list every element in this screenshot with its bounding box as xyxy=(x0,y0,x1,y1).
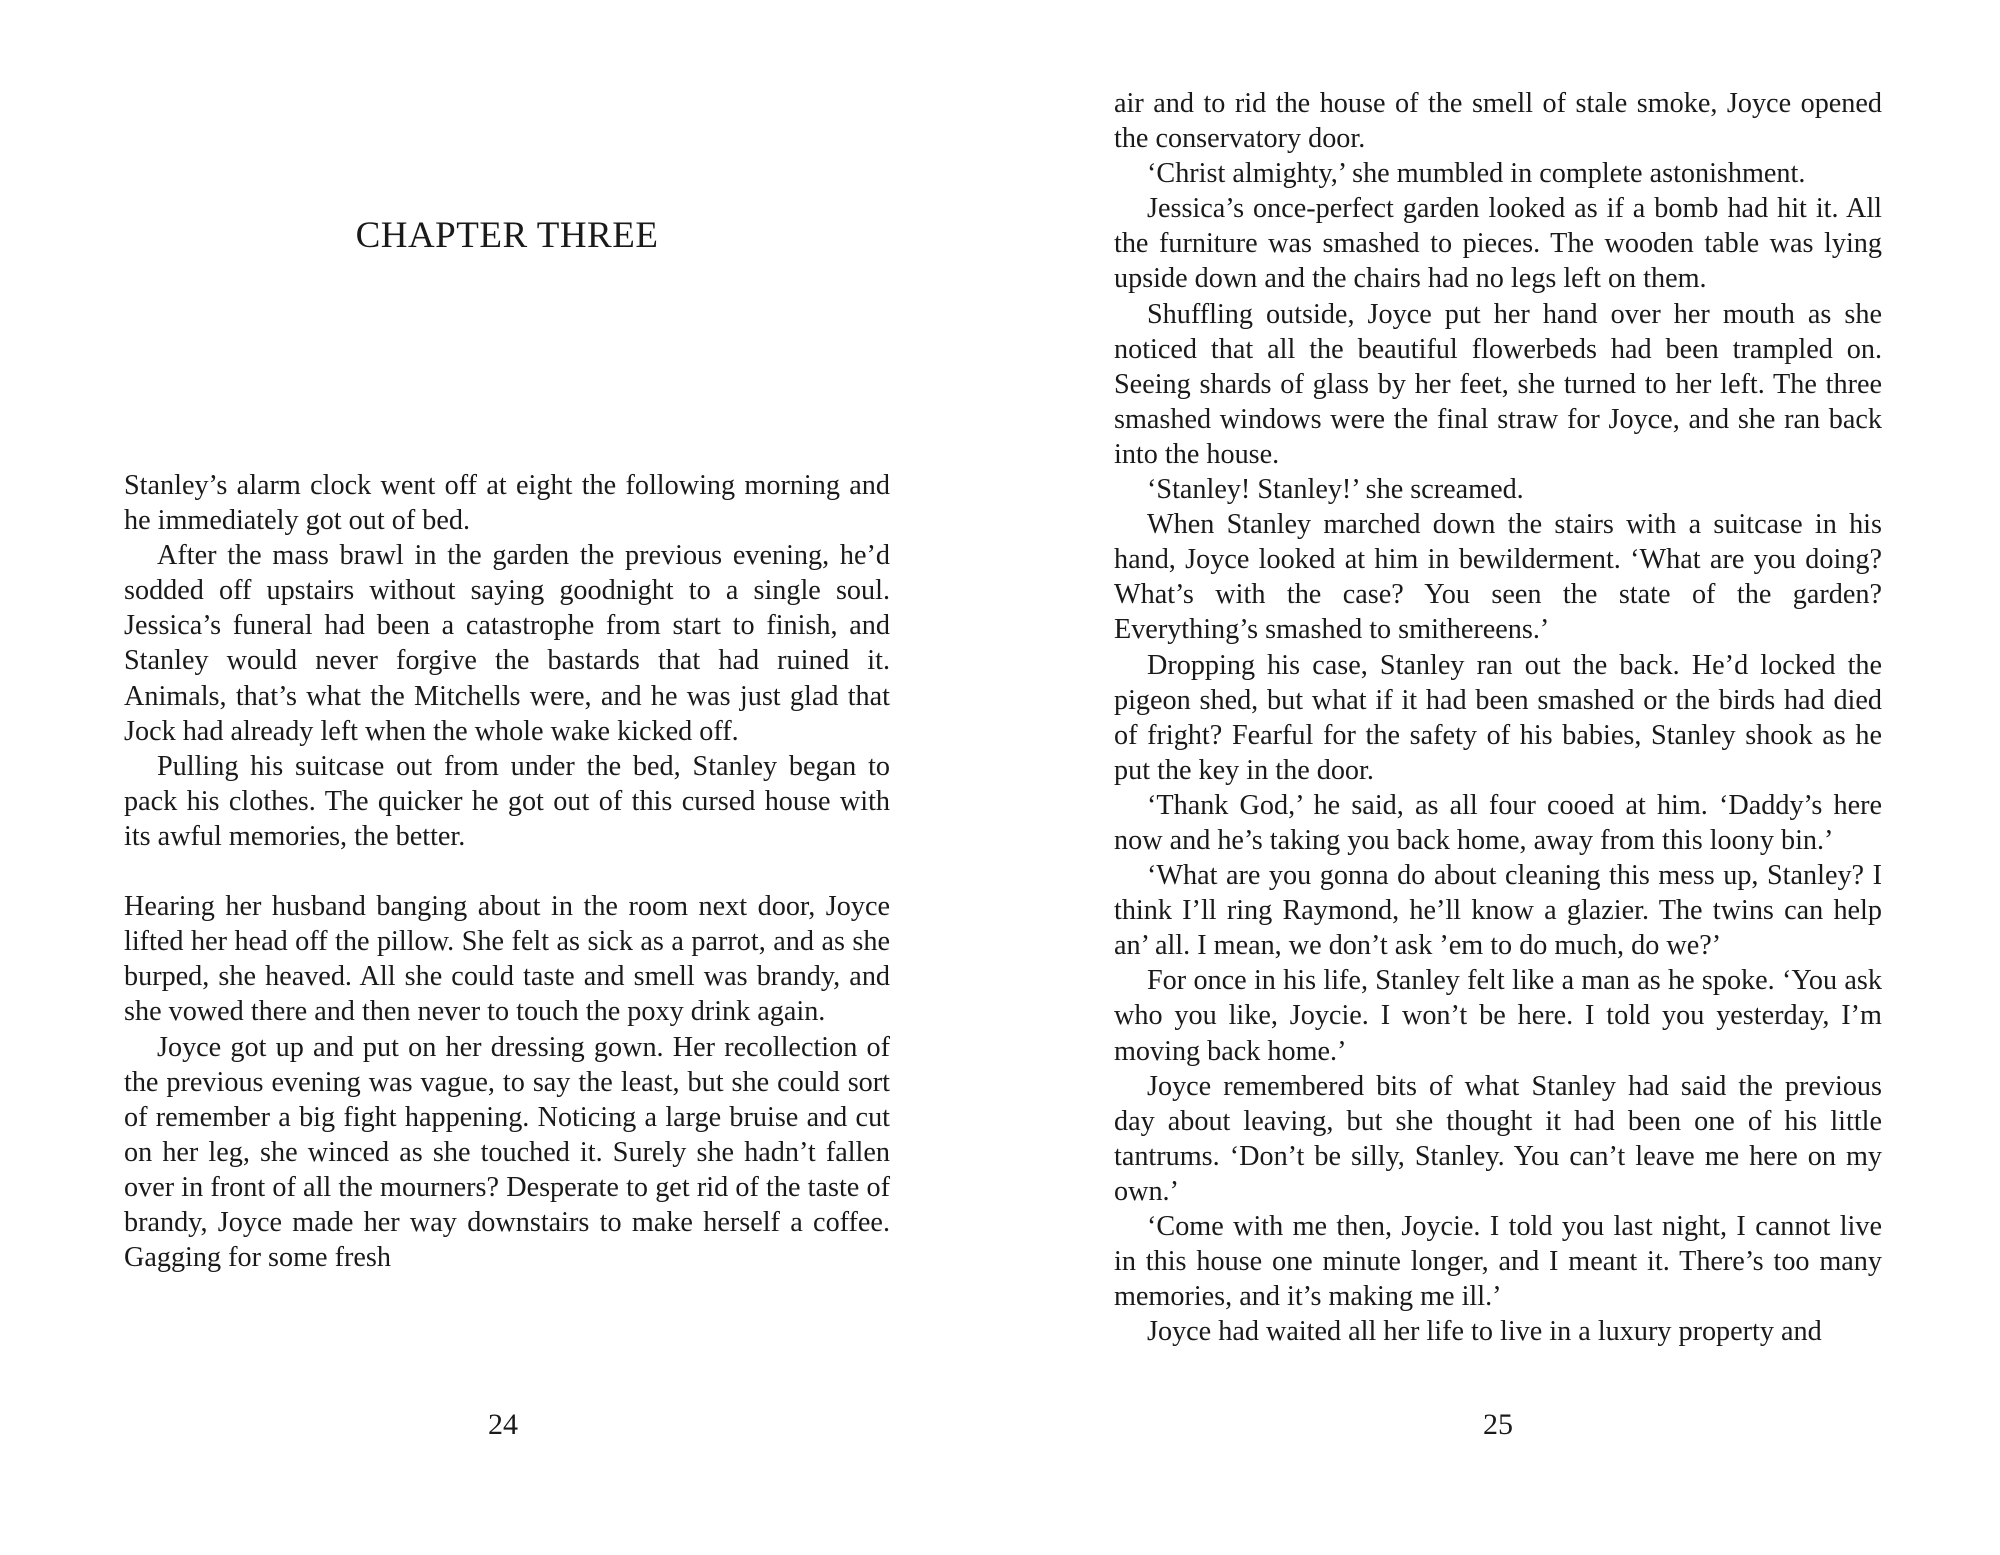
paragraph: Pulling his suitcase out from under the bed, Stanley began to pack his clothes. The quicker he got out of this cursed house with its awful memories, the better. xyxy=(124,750,890,852)
paragraph: For once in his life, Stanley felt like a man as he spoke. ‘You ask who you like, Joycie. I won’t be here. I told you yesterday, I’m moving back home.’ xyxy=(1114,965,1882,1067)
paragraph: After the mass brawl in the garden the previous evening, he’d sodded off upstairs without saying goodnight to a single soul. Jessica’s funeral had been a catastrophe from start to finish, and Stanley would never forgive the bastards that had ruined it. Animals, that’s what the Mitchells were, and he was just glad that Jock had already left when the whole wake kicked off. xyxy=(124,540,890,747)
paragraph: Joyce had waited all her life to live in a luxury property and xyxy=(1147,1316,1822,1348)
paragraph: ‘What are you gonna do about cleaning this mess up, Stanley? I think I’ll ring Raymond, he’ll know a glazier. The twins can help an’ all. I mean, we don’t ask ’em to do much, do we?’ xyxy=(1114,860,1882,962)
paragraph: air and to rid the house of the smell of stale smoke, Joyce opened the conservatory door. xyxy=(1114,88,1882,155)
section-break xyxy=(124,854,890,889)
right-page xyxy=(1000,0,2000,1555)
paragraph: ‘Stanley! Stanley!’ she screamed. xyxy=(1147,474,1524,506)
paragraph: When Stanley marched down the stairs with a suitcase in his hand, Joyce looked at him in bewilderment. ‘What are you doing? What’s with the case? You seen the state of the garden? Everything’s smashed to smithereens.’ xyxy=(1114,509,1882,646)
paragraph: ‘Thank God,’ he said, as all four cooed at him. ‘Daddy’s here now and he’s taking you back home, away from this loony bin.’ xyxy=(1114,789,1882,856)
paragraph: Joyce got up and put on her dressing gown. Her recollection of the previous evening was vague, to say the least, but she could sort of remember a big fight happening. Noticing a large bruise and cut on her leg, she winced as she touched it. Surely she hadn’t fallen over in front of all the mourners? Desperate to get rid of the taste of brandy, Joyce made her way downstairs to make herself a coffee. Gagging for some fresh xyxy=(124,1031,890,1274)
page-number: 24 xyxy=(488,1408,518,1441)
paragraph: Shuffling outside, Joyce put her hand over her mouth as she noticed that all the beautiful flowerbeds had been trampled on. Seeing shards of glass by her feet, she turned to her left. The three smashed windows were the final straw for Joyce, and she ran back into the house. xyxy=(1114,298,1882,470)
page-number: 25 xyxy=(1483,1408,1513,1441)
paragraph: ‘Come with me then, Joycie. I told you last night, I cannot live in this house one minute longer, and I meant it. There’s too many memories, and it’s making me ill.’ xyxy=(1114,1211,1882,1313)
paragraph: Jessica’s once-perfect garden looked as if a bomb had hit it. All the furniture was smashed to pieces. The wooden table was lying upside down and the chairs had no legs left on them. xyxy=(1114,193,1882,295)
paragraph: Dropping his case, Stanley ran out the back. He’d locked the pigeon shed, but what if it had been smashed or the birds had died of fright? Fearful for the safety of his babies, Stanley shook as he put the key in the door. xyxy=(1114,649,1882,786)
paragraph: Hearing her husband banging about in the room next door, Joyce lifted her head off the pillow. She felt as sick as a parrot, and as she burped, she heaved. All she could taste and smell was brandy, and she vowed there and then never to touch the poxy drink again. xyxy=(124,891,890,1028)
chapter-title: CHAPTER THREE xyxy=(355,215,659,256)
right-page-body xyxy=(1114,86,1882,1349)
paragraph: Stanley’s alarm clock went off at eight the following morning and he immediately got out of bed. xyxy=(124,470,890,537)
paragraph: ‘Christ almighty,’ she mumbled in complete astonishment. xyxy=(1147,158,1806,190)
left-page-body xyxy=(124,468,890,1275)
paragraph: Joyce remembered bits of what Stanley had said the previous day about leaving, but she thought it had been one of his little tantrums. ‘Don’t be silly, Stanley. You can’t leave me here on my own.’ xyxy=(1114,1070,1882,1207)
